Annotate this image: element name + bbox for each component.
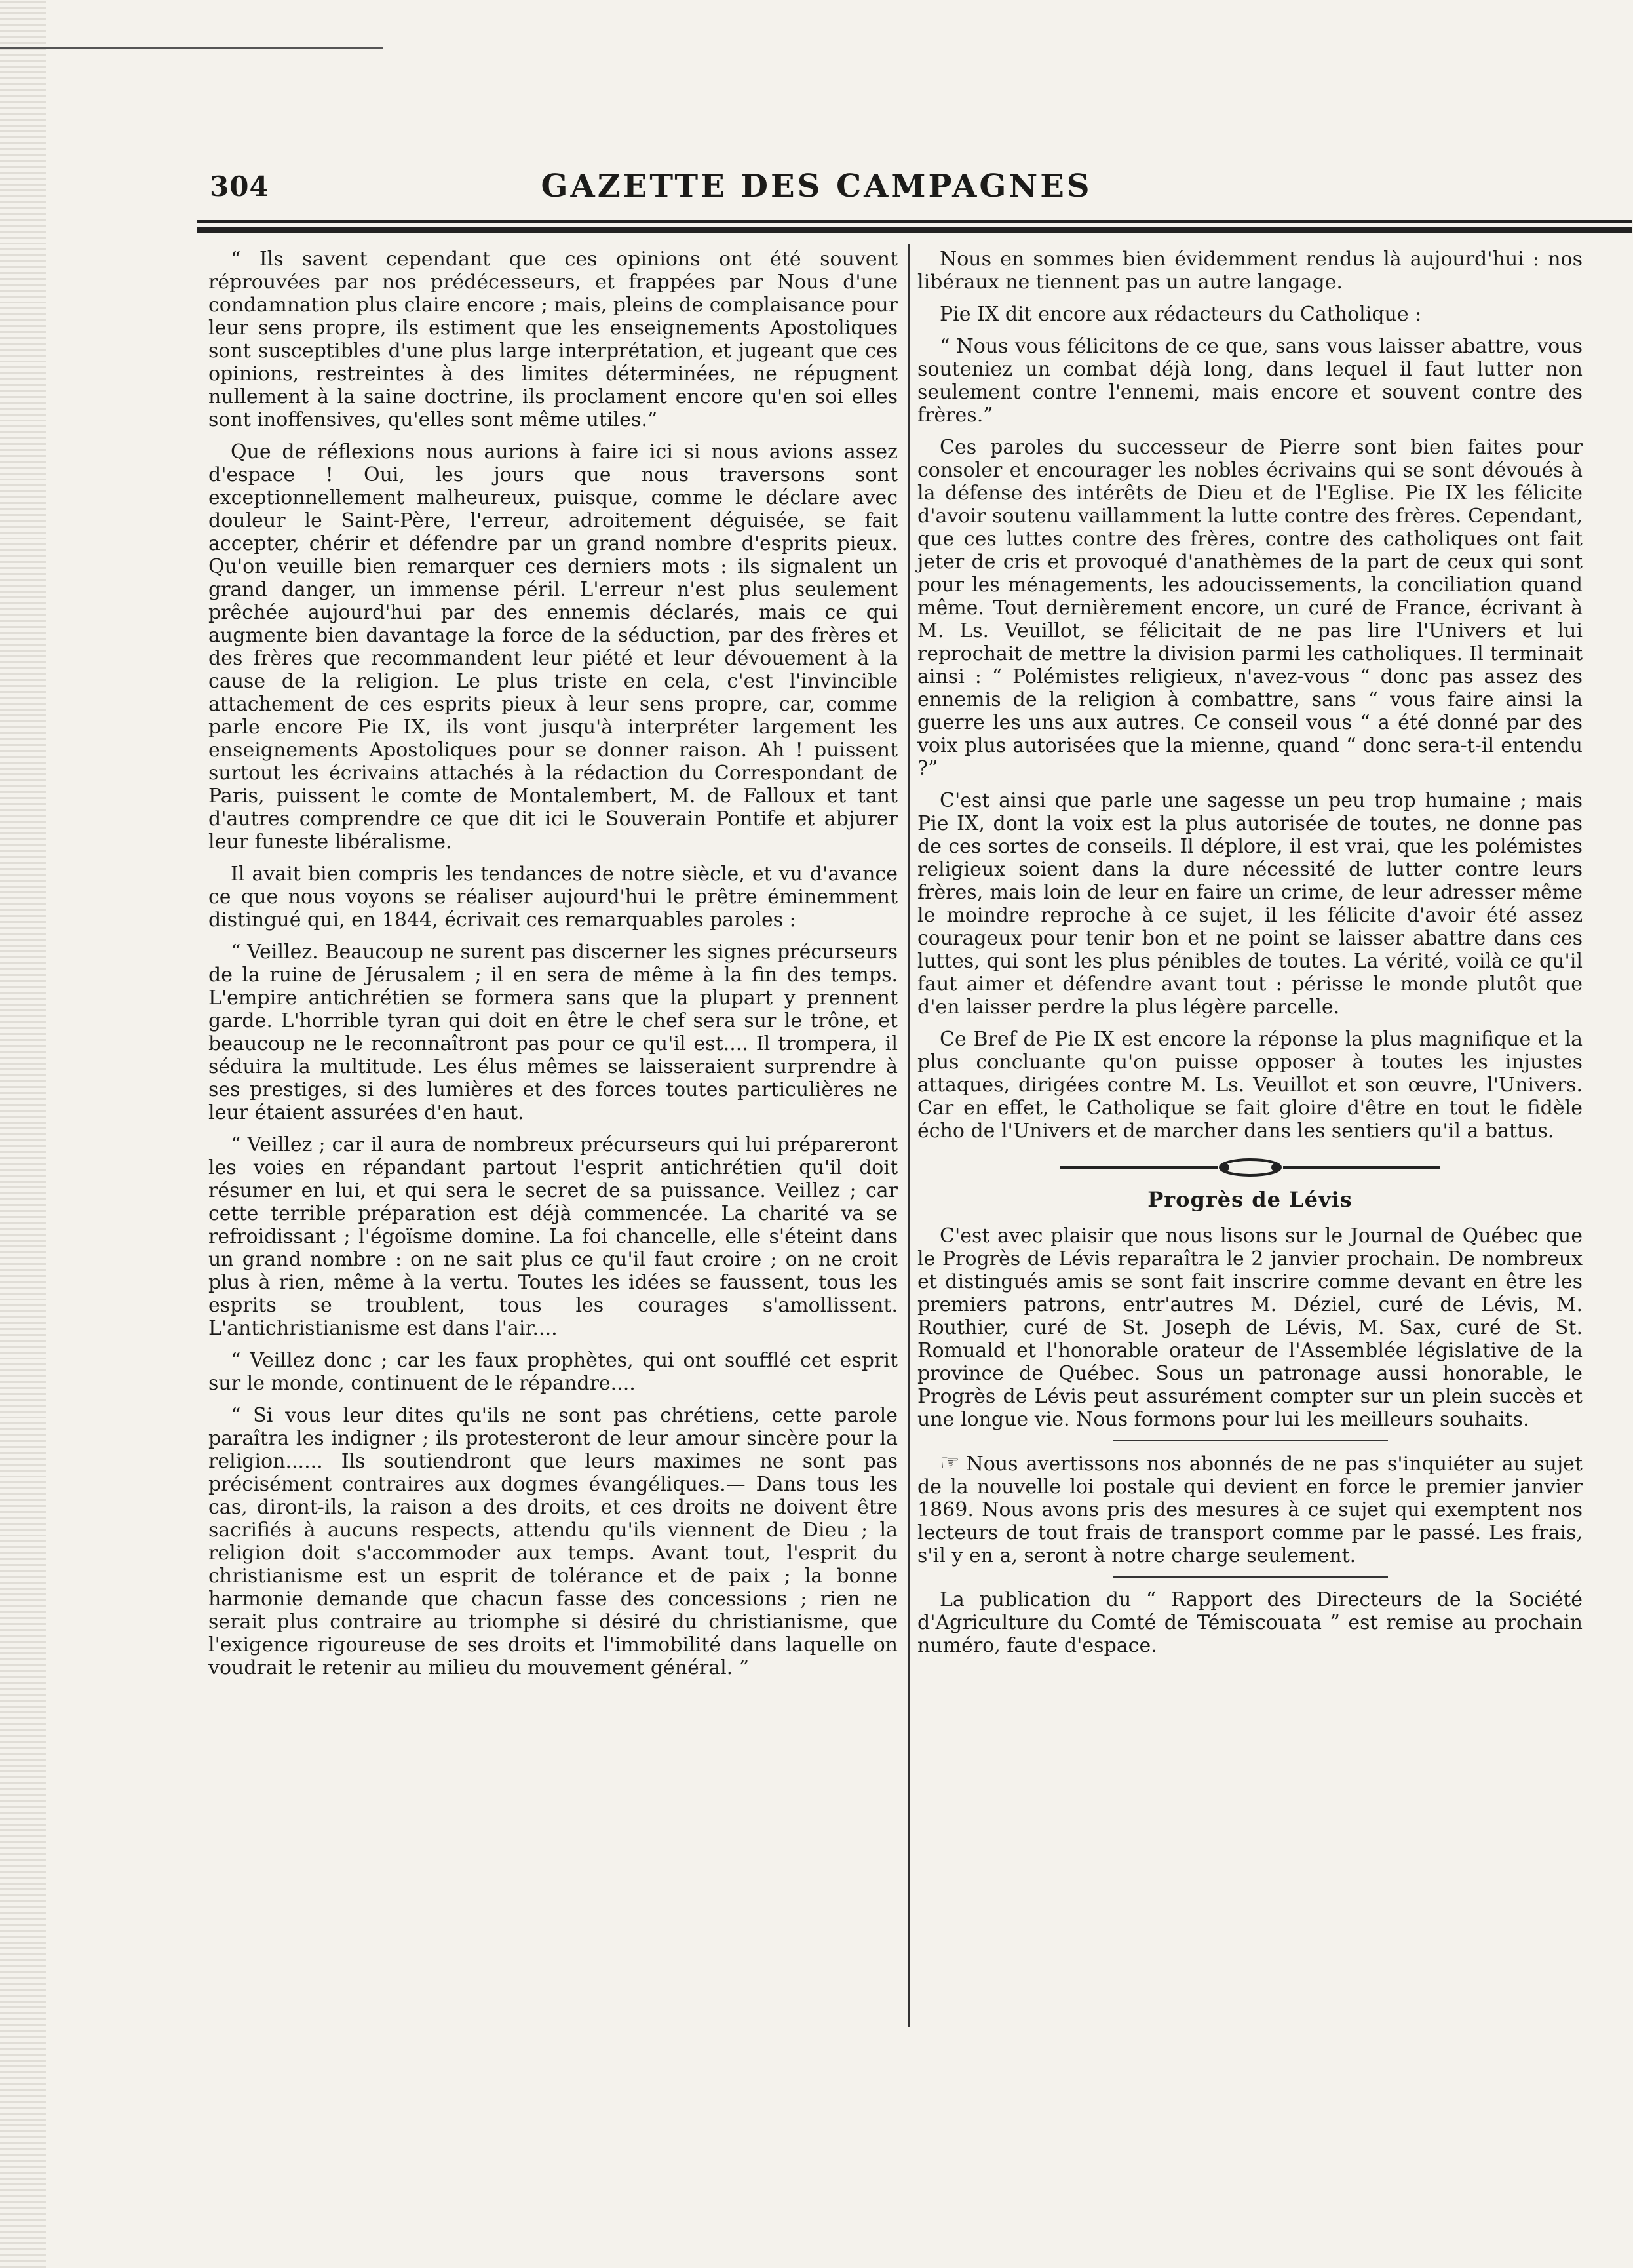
divider [1113,1440,1388,1441]
header-rule-thin [197,220,1632,223]
right-column [917,248,1583,1666]
divider [1113,1576,1388,1578]
paragraph: C'est ainsi que parle une sagesse un peu trop humaine ; mais Pie IX, dont la voix est la plus autorisée de toutes, ne donne pas de ces sortes de conseils. Il déplore, il est vrai, que les polémistes religieux soient dans la dure nécessité de lutter contre leurs frères, mais loin de leur en faire un crime, de leur adresser même le moindre reproche à ce sujet, il les félicite d'avoir été assez courageux pour tenir bon et ne point se laisser abattre dans ces luttes, qui sont les plus pénibles de toutes. La vérité, voilà ce qu'il faut aimer et défendre avant tout : périsse le monde plutôt que d'en laisser perdre la plus légère parcelle. [917,789,1583,1019]
section-ornament [1054,1156,1447,1179]
paragraph: “ Veillez. Beaucoup ne surent pas discerner les signes précurseurs de la ruine de Jérusalem ; il en sera de même à la fin des temps. L'empire antichrétien se formera sans que la plupart y prennent garde. L'horrible tyran qui doit en être le chef sera sur le trône, et beaucoup ne le reconnaîtront pas pour ce qu'il est.... Il trompera, il séduira la multitude. Les élus mêmes se laisseraient surprendre à ses prestiges, si des lumières et des forces toutes particulières ne leur étaient assurées d'en haut. [208,941,898,1124]
paragraph: “ Nous vous félicitons de ce que, sans vous laisser abattre, vous souteniez un combat déjà long, dans lequel il faut lutter non seulement contre l'ennemi, mais encore et souvent contre des frères.” [917,335,1583,427]
column-divider [908,244,910,2027]
pointing-hand-icon: ☞ [940,1450,960,1476]
paragraph: Nous en sommes bien évidemment rendus là aujourd'hui : nos libéraux ne tiennent pas un autre langage. [917,248,1583,294]
paragraph: “ Ils savent cependant que ces opinions ont été souvent réprouvées par nos prédécesseurs, et frappées par Nous d'une condamnation plus claire encore ; mais, pleins de complaisance pour leur sens propre, ils estiment que les enseignements Apostoliques sont susceptibles d'une plus large interprétation, et jugeant que ces opinions, restreintes à des limites déterminées, ne répugnent nullement à la saine doctrine, ils proclament encore qu'en soi elles sont inoffensives, qu'elles sont même utiles.” [208,248,898,431]
paragraph: Pie IX dit encore aux rédacteurs du Catholique : [940,303,1422,326]
top-rule [0,47,383,49]
header-rule-thick [197,227,1632,233]
paragraph: “ Si vous leur dites qu'ils ne sont pas chrétiens, cette parole paraîtra les indigner ; ils protesteront de leur amour sincère pour la religion...... Ils soutiendront que leurs maximes ne sont pas précisément contraires aux dogmes évangéliques.— Dans tous les cas, diront-ils, la raison a des droits, et ces droits ne doivent être sacrifiés à aucuns respects, attendu qu'ils viennent de Dieu ; la religion doit s'accommoder aux temps. Avant tout, l'esprit du christianisme est un esprit de tolérance et de paix ; la bonne harmonie demande que chacun fasse des concessions ; rien ne serait plus contraire au triomphe si désiré du christianisme, que l'exigence rigoureuse de ses droits et l'immobilité dans laquelle on voudrait le retenir au milieu du mouvement général. ” [208,1404,898,1679]
paragraph: Ces paroles du successeur de Pierre sont bien faites pour consoler et encourager les nobles écrivains qui se sont dévoués à la défense des intérêts de Dieu et de l'Eglise. Pie IX les félicite d'avoir soutenu vaillamment la lutte contre des frères. Cependant, que ces luttes contre des frères, contre des catholiques ont fait jeter de cris et provoqué d'anathèmes de la part de ceux qui sont pour les ménagements, les adoucissements, la conciliation quand même. Tout dernièrement encore, un curé de France, écrivant à M. Ls. Veuillot, se félicitait de ne pas lire l'Univers et lui reprochait de mettre la division parmi les catholiques. Il terminait ainsi : “ Polémistes religieux, n'avez-vous “ donc pas assez des ennemis de la religion à combattre, sans “ vous faire ainsi la guerre les uns aux autres. Ce conseil vous “ a été donné par des voix plus autorisées que la mienne, quand “ donc sera-t-il entendu ?” [917,436,1583,780]
paragraph: Ce Bref de Pie IX est encore la réponse la plus magnifique et la plus concluante qu'on puisse opposer à toutes les injustes attaques, dirigées contre M. Ls. Veuillot et son œuvre, l'Univers. Car en effet, le Catholique se fait gloire d'être en tout le fidèle écho de l'Univers et de marcher dans les sentiers qu'il a battus. [917,1028,1583,1143]
notice-text: Nous avertissons nos abonnés de ne pas s'inquiéter au sujet de la nouvelle loi postale qui devient en force le premier janvier 1869. Nous avons pris des mesures à ce sujet qui exemptent nos lecteurs de tout frais de transport comme par le passé. Les frais, s'il y en a, seront à notre charge seulement. [917,1453,1583,1567]
final-notice: La publication du “ Rapport des Directeurs de la Société d'Agriculture du Comté de Témiscouata ” est remise au prochain numéro, faute d'espace. [917,1588,1583,1657]
newspaper-title: GAZETTE DES CAMPAGNES [541,168,1092,205]
section-title: Progrès de Lévis [1147,1187,1353,1212]
paragraph: Que de réflexions nous aurions à faire ici si nous avions assez d'espace ! Oui, les jours que nous traversons sont exceptionnellement malheureux, puisque, comme le déclare avec douleur le Saint-Père, l'erreur, adroitement déguisée, se fait accepter, chérir et défendre par un grand nombre d'esprits pieux. Qu'on veuille bien remarquer ces derniers mots : ils signalent un grand danger, un immense péril. L'erreur n'est plus seulement prêchée aujourd'hui par des ennemis déclarés, mais ce qui augmente bien davantage la force de la séduction, par des frères et des frères que recommandent leur piété et leur dévouement à la cause de la religion. Le plus triste en cela, c'est l'invincible attachement de ces esprits pieux à leur sens propre, car, comme parle encore Pie IX, ils vont jusqu'à interpréter largement les enseignements Apostoliques pour se donner raison. Ah ! puissent surtout les écrivains attachés à la rédaction du Correspondant de Paris, puissent le comte de Montalembert, M. de Falloux et tant d'autres comprendre ce que dit ici le Souverain Pontife et abjurer leur funeste libéralisme. [208,440,898,853]
page-number: 304 [210,170,269,203]
page-edge-scan-noise [0,0,46,2268]
paragraph: C'est avec plaisir que nous lisons sur le Journal de Québec que le Progrès de Lévis reparaîtra le 2 janvier prochain. De nombreux et distingués amis se sont fait inscrire comme devant en être les premiers patrons, entr'autres M. Déziel, curé de Lévis, M. Routhier, curé de St. Joseph de Lévis, M. Sax, curé de St. Romuald et l'honorable orateur de l'Assemblée législative de la province de Québec. Sous un patronage aussi honorable, le Progrès de Lévis peut assurément compter sur un plein succès et une longue vie. Nous formons pour lui les meilleurs souhaits. [917,1224,1583,1431]
left-column [208,248,898,1689]
paragraph: “ Veillez ; car il aura de nombreux précurseurs qui lui prépareront les voies en répandant partout l'esprit antichrétien qu'il doit résumer en lui, et qui sera le secret de sa puissance. Veillez ; car cette terrible préparation est déjà commencée. La charité va se refroidissant ; l'égoïsme domine. La foi chancelle, elle s'éteint dans un grand nombre : on ne sait plus ce qu'il faut croire ; on ne croit plus à rien, même à la vertu. Toutes les idées se faussent, tous les esprits se troublent, tous les courages s'amollissent. L'antichristianisme est dans l'air.... [208,1133,898,1340]
page-header [0,164,1633,203]
notice [917,1452,1583,1567]
paragraph: “ Veillez donc ; car les faux prophètes, qui ont soufflé cet esprit sur le monde, continuent de le répandre.... [208,1349,898,1395]
paragraph: Il avait bien compris les tendances de notre siècle, et vu d'avance ce que nous voyons se réaliser aujourd'hui le prêtre éminemment distingué qui, en 1844, écrivait ces remarquables paroles : [208,863,898,931]
